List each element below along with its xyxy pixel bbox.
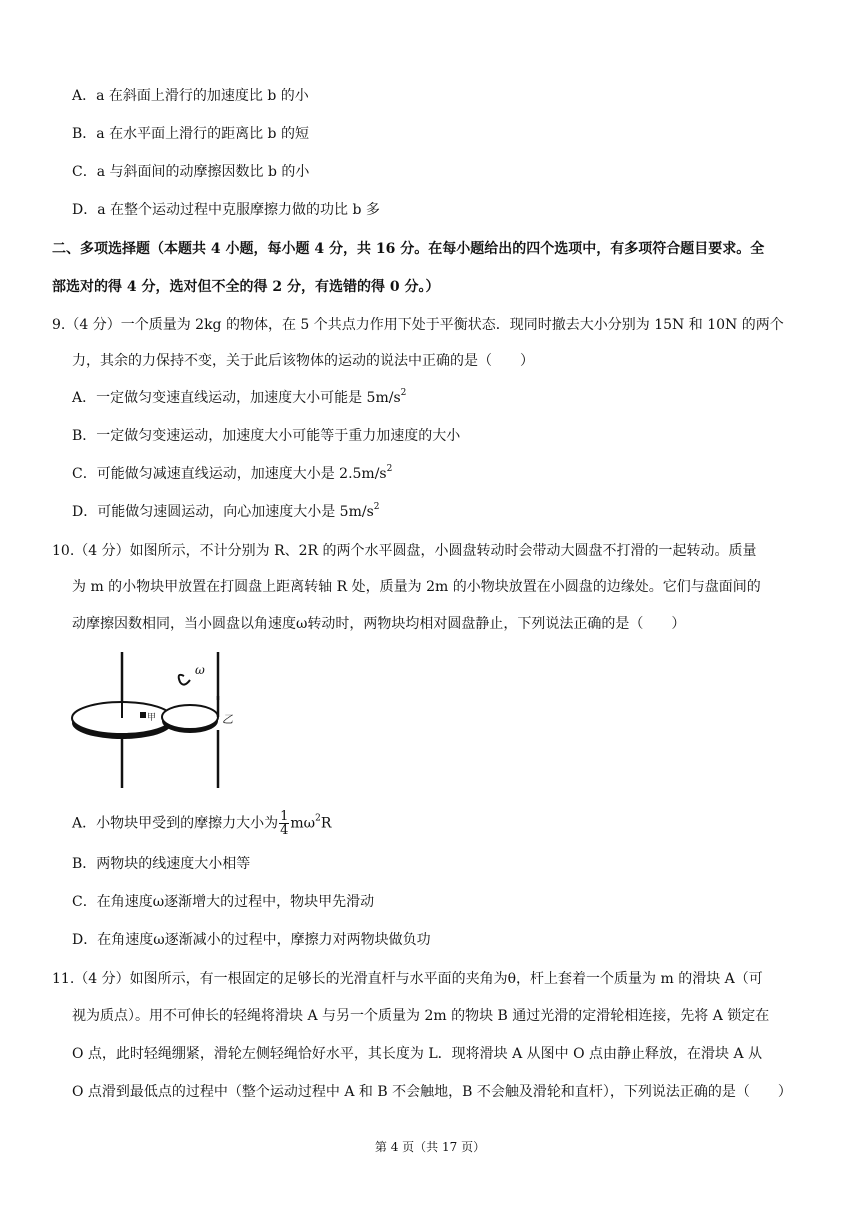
q9-option-b: B．一定做匀变速运动，加速度大小可能等于重力加速度的大小 (72, 428, 461, 444)
q9-option-c: C．可能做匀减速直线运动，加速度大小是 $2.5m/s^2$ (72, 464, 393, 482)
small-disc (162, 705, 218, 729)
q9-option-a: A．一定做匀变速直线运动，加速度大小可能是 $5m/s^2$ (72, 388, 407, 406)
q8-option-a: A．a 在斜面上滑行的加速度比 b 的小 (72, 88, 309, 104)
q10-option-c: C．在角速度ω逐渐增大的过程中，物块甲先滑动 (72, 894, 375, 910)
q10-option-b: B．两物块的线速度大小相等 (72, 856, 251, 872)
q8-option-b: B．a 在水平面上滑行的距离比 b 的短 (72, 126, 309, 142)
q8-option-d: D．a 在整个运动过程中克服摩擦力做的功比 b 多 (72, 202, 380, 218)
q10-stem-line1: 10.（4 分）如图所示，不计分别为 R、2R 的两个水平圆盘，小圆盘转动时会带动大圆盘不打滑的一起转动。质量 (52, 543, 757, 559)
fraction-one-quarter: $\frac{1}{4}$ (280, 809, 289, 838)
q11-stem-line4: O 点滑到最低点的过程中（整个运动过程中 A 和 B 不会触地，B 不会触及滑轮和直杆），下列说法正确的是（ ） (72, 1084, 792, 1100)
q10-option-d: D．在角速度ω逐渐减小的过程中，摩擦力对两物块做负功 (72, 932, 431, 948)
block-jia (140, 712, 146, 718)
q10-option-a: A．小物块甲受到的摩擦力大小为 $\frac{1}{4}$ $m\omega^2R$ (72, 809, 332, 838)
q11-stem-line1: 11.（4 分）如图所示，有一根固定的足够长的光滑直杆与水平面的夹角为θ，杆上套着一个质量为 m 的滑块 A（可 (52, 971, 763, 987)
q11-stem-line2: 视为质点）。用不可伸长的轻绳将滑块 A 与另一个质量为 2m 的物块 B 通过光滑的定滑轮相连接，先将 A 锁定在 (72, 1008, 770, 1024)
q11-stem-line3: O 点，此时轻绳绷紧，滑轮左侧轻绳恰好水平，其长度为 L．现将滑块 A 从图中 O 点由静止释放，在滑块 A 从 (72, 1046, 763, 1062)
yi-label: 乙 (222, 713, 233, 726)
q10-stem-line3: 动摩擦因数相同，当小圆盘以角速度ω转动时，两物块均相对圆盘静止，下列说法正确的是（ ） (72, 616, 686, 632)
section2-heading-line1: 二、多项选择题（本题共 4 小题，每小题 4 分，共 16 分。在每小题给出的四个选项中，有多项符合题目要求。全 (52, 241, 765, 257)
q8-option-c: C．a 与斜面间的动摩擦因数比 b 的小 (72, 164, 310, 180)
page-footer: 第 4 页（共 17 页） (374, 1140, 486, 1154)
q10-disc-figure (66, 648, 252, 790)
section2-heading-line2: 部选对的得 4 分，选对但不全的得 2 分，有选错的得 0 分。） (52, 279, 440, 295)
q10-stem-line2: 为 m 的小物块甲放置在打圆盘上距离转轴 R 处，质量为 2m 的小物块放置在小圆盘的边缘处。它们与盘面间的 (72, 579, 761, 595)
omega-label: ω (195, 663, 205, 677)
q9-option-d: D．可能做匀速圆运动，向心加速度大小是 $5m/s^2$ (72, 502, 380, 520)
q9-stem-line1: 9.（4 分）一个质量为 2kg 的物体，在 5 个共点力作用下处于平衡状态．现同时撤去大小分别为 15N 和 10N 的两个 (52, 317, 784, 333)
q9-stem-line2: 力，其余的力保持不变，关于此后该物体的运动的说法中正确的是（ ） (72, 353, 534, 369)
jia-label: 甲 (147, 713, 157, 723)
rotation-arrow-icon (179, 675, 190, 685)
